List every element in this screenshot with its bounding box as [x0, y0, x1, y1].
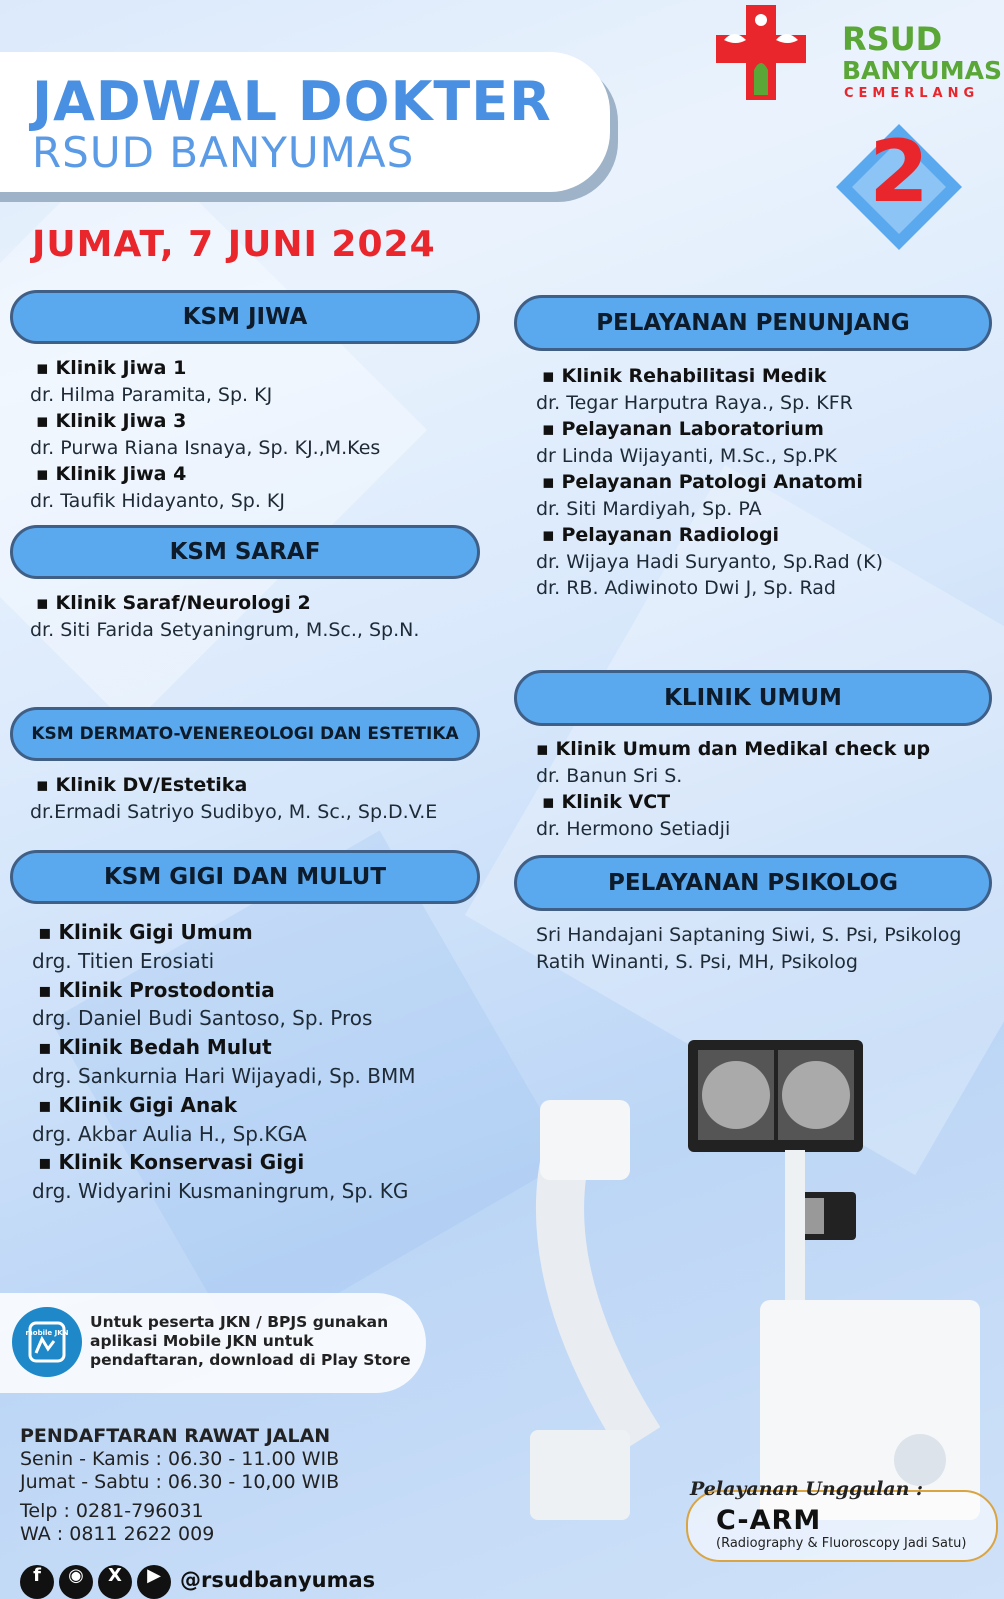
section-header-pelayanan-penunjang: PELAYANAN PENUNJANG [514, 295, 992, 351]
registration-hours-weekday: Senin - Kamis : 06.30 - 11.00 WIB [20, 1448, 340, 1470]
clinic-name: ▪ Pelayanan Laboratorium [536, 416, 883, 443]
clinic-name: ▪ Klinik Umum dan Medikal check up [536, 736, 930, 763]
doctor-name: drg. Sankurnia Hari Wijayadi, Sp. BMM [32, 1063, 416, 1088]
clinic-name: ▪ Pelayanan Radiologi [536, 522, 883, 549]
logo-text-rsud: RSUD [842, 20, 943, 58]
doctor-name: dr Linda Wijayanti, M.Sc., Sp.PK [536, 444, 838, 467]
clinic-name: ▪ Klinik Saraf/Neurologi 2 [30, 590, 419, 617]
section-pelayanan-psikolog [536, 922, 961, 975]
clinic-name: ▪ Klinik Konservasi Gigi [32, 1148, 416, 1177]
logo-text-cemerlang: CEMERLANG [844, 86, 980, 101]
mobile-jkn-icon [12, 1307, 82, 1377]
doctor-name: dr. Banun Sri S. [536, 764, 683, 787]
doctor-name: dr. Taufik Hidayanto, Sp. KJ [30, 489, 285, 512]
youtube-icon: ▶ [137, 1565, 171, 1599]
doctor-name: dr.Ermadi Satriyo Sudibyo, M. Sc., Sp.D.V.E [30, 800, 438, 823]
clinic-name: ▪ Klinik Jiwa 1 [30, 355, 380, 382]
page-number: 2 [869, 122, 929, 222]
registration-whatsapp: WA : 0811 2622 009 [20, 1523, 215, 1545]
doctor-name: drg. Titien Erosiati [32, 948, 215, 973]
doctor-name: dr. Siti Farida Setyaningrum, M.Sc., Sp.N. [30, 618, 420, 641]
doctor-name: dr. RB. Adiwinoto Dwi J, Sp. Rad [536, 577, 836, 599]
x-icon: X [98, 1565, 132, 1599]
doctor-name: dr. Purwa Riana Isnaya, Sp. KJ.,M.Kes [30, 436, 381, 459]
section-header-ksm-jiwa: KSM JIWA [10, 290, 480, 344]
doctor-name: dr. Hilma Paramita, Sp. KJ [30, 383, 273, 406]
jkn-info-text: Untuk peserta JKN / BPJS gunakan aplikasi Mobile JKN untuk pendaftaran, download di Play Store [90, 1313, 411, 1369]
section-ksm-saraf [30, 590, 419, 643]
clinic-name: ▪ Klinik Jiwa 3 [30, 408, 380, 435]
doctor-name: drg. Akbar Aulia H., Sp.KGA [32, 1121, 307, 1146]
featured-service-subtitle: (Radiography & Fluoroscopy Jadi Satu) [716, 1536, 967, 1551]
section-header-ksm-dermato: KSM DERMATO-VENEREOLOGI DAN ESTETIKA [10, 707, 480, 761]
page-title: JADWAL DOKTER [32, 70, 552, 133]
clinic-name: ▪ Klinik Prostodontia [32, 976, 416, 1005]
logo-emblem-icon [706, 0, 816, 105]
section-header-pelayanan-psikolog: PELAYANAN PSIKOLOG [514, 855, 992, 911]
schedule-date: JUMAT, 7 JUNI 2024 [32, 224, 436, 265]
instagram-icon: ◉ [59, 1565, 93, 1599]
doctor-name: drg. Widyarini Kusmaningrum, Sp. KG [32, 1179, 409, 1204]
registration-phone: Telp : 0281-796031 [20, 1500, 204, 1522]
section-pelayanan-penunjang [536, 363, 883, 602]
section-ksm-dermato [30, 772, 437, 825]
section-ksm-jiwa [30, 355, 380, 514]
mobile-jkn-logo-icon [12, 1307, 82, 1377]
clinic-name: ▪ Klinik Gigi Umum [32, 918, 416, 947]
registration-title: PENDAFTARAN RAWAT JALAN [20, 1425, 331, 1447]
clinic-name: ▪ Klinik DV/Estetika [30, 772, 437, 799]
featured-service-label: Pelayanan Unggulan : [690, 1478, 924, 1500]
clinic-name: ▪ Klinik Gigi Anak [32, 1091, 416, 1120]
logo-text-banyumas: BANYUMAS [842, 56, 1002, 85]
doctor-name: dr. Siti Mardiyah, Sp. PA [536, 497, 762, 520]
psychologist-name: Sri Handajani Saptaning Siwi, S. Psi, Psikolog [536, 924, 962, 946]
clinic-name: ▪ Klinik Jiwa 4 [30, 461, 380, 488]
clinic-name: ▪ Klinik Bedah Mulut [32, 1033, 416, 1062]
social-handle: @rsudbanyumas [180, 1568, 376, 1592]
facebook-icon: f [20, 1565, 54, 1599]
doctor-name: dr. Hermono Setiadji [536, 817, 731, 840]
mobile-jkn-icon-label: mobile JKN [25, 1329, 69, 1337]
clinic-name: ▪ Klinik VCT [536, 789, 930, 816]
section-klinik-umum [536, 736, 930, 842]
clinic-name: ▪ Pelayanan Patologi Anatomi [536, 469, 883, 496]
clinic-name: ▪ Klinik Rehabilitasi Medik [536, 363, 883, 390]
hospital-logo [720, 0, 1002, 110]
section-header-ksm-gigi: KSM GIGI DAN MULUT [10, 850, 480, 904]
psychologist-name: Ratih Winanti, S. Psi, MH, Psikolog [536, 950, 858, 973]
registration-info [20, 1425, 339, 1546]
doctor-name: dr. Wijaya Hadi Suryanto, Sp.Rad (K) [536, 550, 883, 573]
section-ksm-gigi [32, 918, 416, 1206]
doctor-name: dr. Tegar Harputra Raya., Sp. KFR [536, 391, 853, 414]
section-header-ksm-saraf: KSM SARAF [10, 525, 480, 579]
section-header-klinik-umum: KLINIK UMUM [514, 670, 992, 726]
registration-hours-weekend: Jumat - Sabtu : 06.30 - 10,00 WIB [20, 1471, 340, 1493]
page-subtitle: RSUD BANYUMAS [32, 128, 415, 177]
featured-service-title: C-ARM [716, 1505, 822, 1536]
doctor-name: drg. Daniel Budi Santoso, Sp. Pros [32, 1006, 373, 1031]
